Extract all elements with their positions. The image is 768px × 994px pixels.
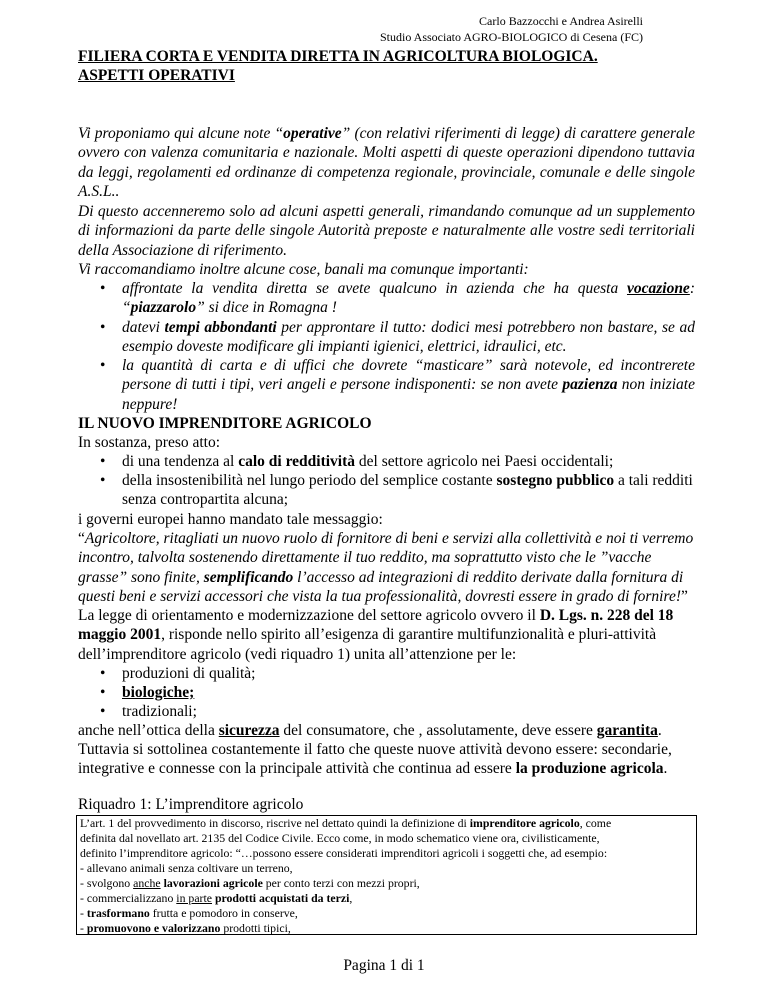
law-paragraph: La legge di orientamento e modernizzazione del settore agricolo ovvero il D. Lgs. n. 228 del 18 maggio 2001, risponde nello spirito all’esigenza di garantire multifunzionalità e pluri-attività dell’imprenditore agricolo (vedi riquadro 1) unita all’attenzione per le: [78,607,674,663]
riquadro-box [76,815,697,935]
box-line: definita dal novellato art. 2135 del Codice Civile. Ecco come, in modo schematico viene ora, civilisticamente, [80,831,600,845]
intro-bullet-2: datevi tempi abbondanti per approntare il tutto: dodici mesi potrebbero non bastare, se ad esempio doveste modificare gli impianti igienici, elettrici, idraulici, etc. [122,319,695,356]
section-bullet-2: della insostenibilità nel lungo periodo del semplice costante sostegno pubblico a tali redditi senza contropartita alcuna; [122,472,693,509]
document-subtitle: ASPETTI OPERATIVI [78,67,235,84]
intro-bullet-3: la quantità di carta e di uffici che dovrete “masticare” sarà notevole, ed incontrerete persone di tutti i tipi, veri angeli e persone indisponenti: se non avete pazienza non iniziate neppure! [122,357,695,413]
box-line: - allevano animali senza coltivare un terreno, [80,861,293,875]
quote-paragraph: “Agricoltore, ritagliati un nuovo ruolo di fornitore di beni e servizi alla collettività e noi ti verremo incontro, talvolta sostenendo direttamente il tuo reddito, ma soprattutto visto che le ”vacche grasse” sono finite, semplificando l’accesso ad integrazioni di reddito derivate dalla fornitura di questi beni e servizi accessori che vista la tua professionalità, dovresti essere in grado di fornire!” [78,530,694,605]
secondary-activities-paragraph: Tuttavia si sottolinea costantemente il fatto che queste nuove attività devono essere: secondarie, integrative e connesse con la principale attività che continua ad essere la produzione agricola. [78,741,672,778]
bullet-icon: • [100,703,106,720]
box-line: - svolgono anche lavorazioni agricole per conto terzi con mezzi propri, [80,876,420,890]
section-intro: In sostanza, preso atto: [78,434,221,451]
intro-bullet-1: affrontate la vendita diretta se avete qualcuno in azienda che ha questa vocazione: “piazzarolo” si dice in Romagna ! [122,280,695,317]
box-line: - trasformano frutta e pomodoro in conserve, [80,906,298,920]
header-authors: Carlo Bazzocchi e Andrea Asirelli [479,14,643,28]
box-line: L’art. 1 del provvedimento in discorso, riscrive nel dettato quindi la definizione di imprenditore agricolo, come [80,816,612,830]
document-title: FILIERA CORTA E VENDITA DIRETTA IN AGRICOLTURA BIOLOGICA. [78,48,598,65]
intro-paragraph-2: Di questo accenneremo solo ad alcuni aspetti generali, rimandando comunque ad un supplemento di informazioni da parte delle singole Autorità preposte e naturalmente alle vostre sedi territoriali della Associazione di riferimento. [78,203,695,259]
safety-line: anche nell’ottica della sicurezza del consumatore, che , assolutamente, deve essere garantita. [78,722,662,739]
bullet-icon: • [100,453,106,470]
bullet-icon: • [100,665,106,682]
section-heading: IL NUOVO IMPRENDITORE AGRICOLO [78,415,372,432]
bullet-icon: • [100,472,106,489]
section-bullet-1: di una tendenza al calo di redditività del settore agricolo nei Paesi occidentali; [122,453,614,470]
traditional-item: tradizionali; [122,703,197,720]
header-studio: Studio Associato AGRO-BIOLOGICO di Cesena (FC) [380,30,643,44]
intro-paragraph: Vi proponiamo qui alcune note “operative” (con relativi riferimenti di legge) di carattere generale ovvero con valenza comunitaria e nazionale. Molti aspetti di queste operazioni dipendono tuttavia da leggi, regolamenti ed ordinanze di competenza regionale, provinciale, comunale e delle singole A.S.L.. [78,125,695,200]
bullet-icon: • [100,319,106,336]
box-line: - promuovono e valorizzano prodotti tipici, [80,921,291,935]
organic-item: biologiche; [122,684,195,701]
quality-item: produzioni di qualità; [122,665,256,682]
box-line: - commercializzano in parte prodotti acquistati da terzi, [80,891,353,905]
box-caption: Riquadro 1: L’imprenditore agricolo [78,796,304,813]
box-line: definito l’imprenditore agricolo: “…possono essere considerati imprenditori agricoli i soggetti che, ad esempio: [80,846,608,860]
bullet-icon: • [100,357,106,374]
bullet-icon: • [100,280,106,297]
page-number: Pagina 1 di 1 [343,957,425,974]
bullet-icon: • [100,684,106,701]
intro-paragraph-3: Vi raccomandiamo inoltre alcune cose, banali ma comunque importanti: [78,261,529,278]
governi-line: i governi europei hanno mandato tale messaggio: [78,511,383,528]
